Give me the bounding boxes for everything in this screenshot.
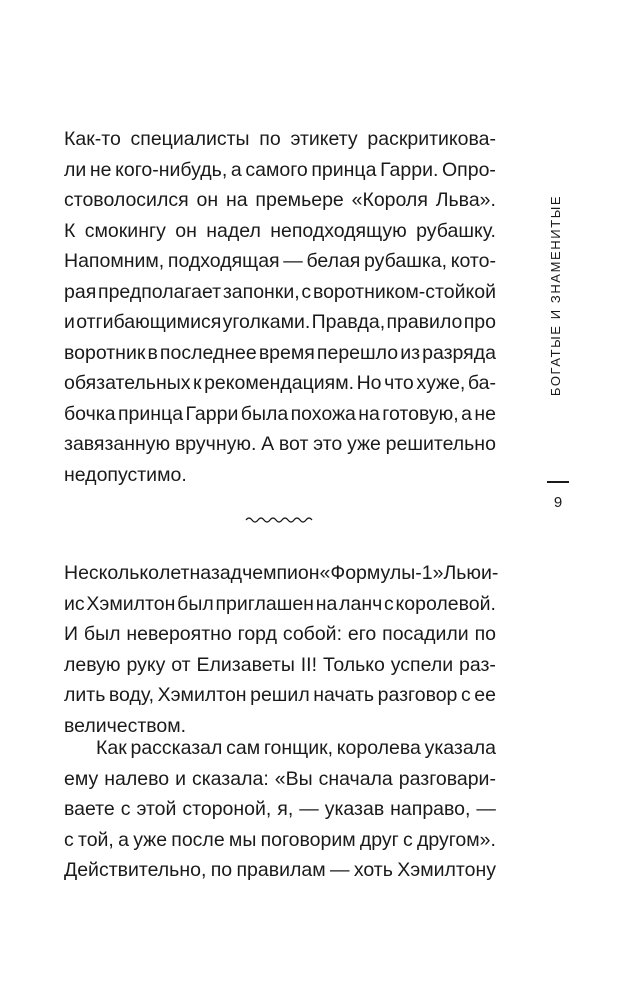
text-line [64, 185, 496, 216]
word: с [402, 828, 413, 851]
text-line [64, 307, 496, 338]
word: Но [356, 372, 382, 394]
word: правилам [236, 859, 326, 881]
word: принца [311, 158, 377, 181]
word: отгибающимися [76, 311, 222, 333]
word: время [258, 341, 315, 364]
word: правило [386, 311, 463, 333]
word: рассказал [130, 737, 223, 759]
word: королевой. [395, 592, 496, 615]
word: раз- [459, 653, 496, 676]
word: перешло [316, 341, 399, 364]
word: А [261, 433, 275, 455]
text-line [64, 558, 499, 589]
text-line [64, 619, 496, 650]
word: белая [306, 250, 361, 272]
word: раскритикова- [367, 128, 496, 150]
word: а [230, 158, 242, 181]
word: из [400, 341, 421, 364]
word: налево [104, 767, 170, 790]
word: и [64, 311, 75, 333]
word: уже [347, 433, 381, 455]
word: обязательных [64, 372, 191, 394]
word: неподходящую [270, 219, 407, 242]
page-number-rule [547, 481, 569, 483]
word: рубашку. [416, 219, 496, 242]
word: по [259, 128, 281, 150]
word: воротник [64, 341, 146, 364]
word: Елизаветы [196, 653, 295, 676]
word: II! [300, 653, 318, 676]
word: ис [64, 592, 85, 615]
word: кого-нибудь, [115, 158, 228, 181]
word: ваете [64, 798, 115, 820]
text-line [64, 124, 496, 155]
word: надел [206, 219, 261, 242]
word: воду, [108, 684, 155, 706]
word: невероятно [126, 623, 232, 645]
word: вот [278, 433, 309, 455]
word: «Формулы-1» [319, 562, 444, 584]
word: горд [237, 623, 277, 645]
word: с [120, 798, 131, 820]
paragraph-hamilton [64, 558, 499, 741]
text-line [64, 155, 496, 186]
word: направо, [390, 798, 471, 820]
word: сначала [318, 767, 393, 790]
text-line [64, 399, 496, 430]
word: по [474, 623, 496, 645]
word: Как-то [64, 128, 121, 150]
text-line [64, 855, 496, 886]
word: этикету [290, 128, 358, 150]
word: решил [250, 684, 310, 706]
word: в [147, 341, 158, 364]
text-line [64, 825, 496, 856]
word: лет [158, 562, 190, 584]
word: Как [96, 737, 127, 759]
word: сказала: [191, 767, 269, 790]
word: бочка [64, 402, 116, 425]
word: рекомендациям. [204, 372, 355, 394]
page-number: 9 [553, 494, 563, 511]
word: мы [228, 828, 257, 851]
text-line [64, 680, 496, 711]
word: Только [322, 653, 385, 676]
word: уже [133, 828, 168, 851]
text-line [64, 216, 496, 247]
word: подходящая [167, 250, 280, 272]
word: Хэмилтону [397, 859, 496, 881]
word: это [313, 433, 343, 455]
word: ба- [467, 372, 496, 394]
word: был [83, 623, 121, 645]
word: собой: [282, 623, 342, 645]
word: указав [324, 798, 385, 820]
word: а [461, 402, 472, 425]
word: Хэмилтон [157, 684, 247, 706]
word: Льюи- [443, 562, 499, 584]
word: назад [189, 562, 243, 584]
word: гонщик, [263, 737, 334, 759]
word: стоволосился [64, 189, 189, 211]
text-line [64, 246, 496, 277]
text-line: недопустимо. [64, 463, 187, 486]
word: принца [117, 402, 184, 425]
word: рубашка, [364, 250, 448, 272]
word: королева [336, 737, 421, 759]
word: стороной, [182, 798, 272, 820]
word: «Короля [351, 189, 428, 211]
word: последнее [159, 341, 257, 364]
word: вручную. [174, 433, 257, 455]
word: ланч [339, 592, 383, 615]
word: что [384, 372, 414, 394]
word: Опро- [442, 158, 496, 181]
word: друг [359, 828, 399, 851]
word: от [171, 653, 191, 676]
word: а [118, 828, 129, 851]
word: он [175, 219, 197, 242]
word: И [64, 623, 79, 645]
word: не [89, 158, 112, 181]
paragraph-prince-harry [64, 124, 496, 490]
word: решительно [385, 433, 496, 455]
word: ее [474, 684, 496, 706]
word: была [240, 402, 289, 425]
word: Правда, [311, 311, 386, 333]
word: Напомним, [64, 250, 165, 272]
word: с [460, 684, 471, 706]
text-line [64, 764, 496, 795]
text-line [64, 368, 496, 399]
word: левую [64, 653, 121, 676]
word: — [299, 798, 319, 820]
word: разряда [422, 341, 496, 364]
word: похожа [290, 402, 356, 425]
word: руку [126, 653, 166, 676]
word: К [64, 219, 76, 242]
word: запонки, [222, 280, 300, 303]
word: воротником-стойкой [312, 280, 496, 303]
word: этой [136, 798, 177, 820]
word: Льва». [435, 189, 496, 211]
word: рая [64, 280, 97, 303]
word: с [384, 592, 394, 615]
word: Хэмилтон [86, 592, 176, 615]
word: поговорим [260, 828, 356, 851]
word: разговор [377, 684, 458, 706]
word: завязанную [64, 433, 171, 455]
word: кото- [450, 250, 496, 272]
word: я, [277, 798, 294, 820]
word: успели [390, 653, 454, 676]
word: по [210, 859, 233, 881]
word: другом». [416, 828, 496, 851]
word: предполагает [98, 280, 222, 303]
word: «Вы [274, 767, 313, 790]
word: — [329, 859, 350, 881]
word: — [283, 250, 303, 272]
word: сам [226, 737, 261, 759]
text-line [64, 733, 496, 764]
word: на [315, 592, 338, 615]
word: был [177, 592, 214, 615]
squiggle-divider [245, 515, 313, 525]
word: к [193, 372, 202, 394]
text-line [64, 794, 496, 825]
word: хоть [353, 859, 393, 881]
word: премьере [255, 189, 344, 211]
text-line: величеством. [64, 714, 187, 737]
word: на [225, 189, 248, 211]
word: лить [64, 684, 106, 706]
word: готовую, [382, 402, 459, 425]
word: он [196, 189, 219, 211]
word: и [175, 767, 186, 790]
word: с [301, 280, 312, 303]
word: начать [313, 684, 375, 706]
text-line [64, 277, 496, 308]
word: не [474, 402, 496, 425]
text-line [64, 429, 496, 460]
word: посадили [382, 623, 469, 645]
running-head [541, 130, 571, 460]
word: самого [245, 158, 308, 181]
word: на [358, 402, 380, 425]
word: разговари- [398, 767, 496, 790]
word: ему [64, 767, 99, 790]
word: Гарри [185, 402, 239, 425]
word: хуже, [416, 372, 466, 394]
text-line [64, 589, 496, 620]
paragraph-queen-quote [64, 733, 496, 886]
word: Несколько [64, 562, 159, 584]
word: после [171, 828, 225, 851]
word: про [463, 311, 496, 333]
word: приглашен [215, 592, 314, 615]
text-line [64, 338, 496, 369]
word: с [64, 828, 74, 851]
word: — [476, 798, 496, 820]
word: Гарри. [380, 158, 439, 181]
word: чемпион [242, 562, 320, 584]
word: Действительно, [64, 859, 207, 881]
word: ли [64, 158, 87, 181]
running-head-text: БОГАТЫЕ И ЗНАМЕНИТЫЕ [548, 194, 564, 396]
word: его [347, 623, 377, 645]
word: специалисты [130, 128, 250, 150]
word: смокингу [84, 219, 166, 242]
text-line [64, 650, 496, 681]
word: той, [77, 828, 114, 851]
word: уголками. [222, 311, 311, 333]
word: указала [424, 737, 496, 759]
